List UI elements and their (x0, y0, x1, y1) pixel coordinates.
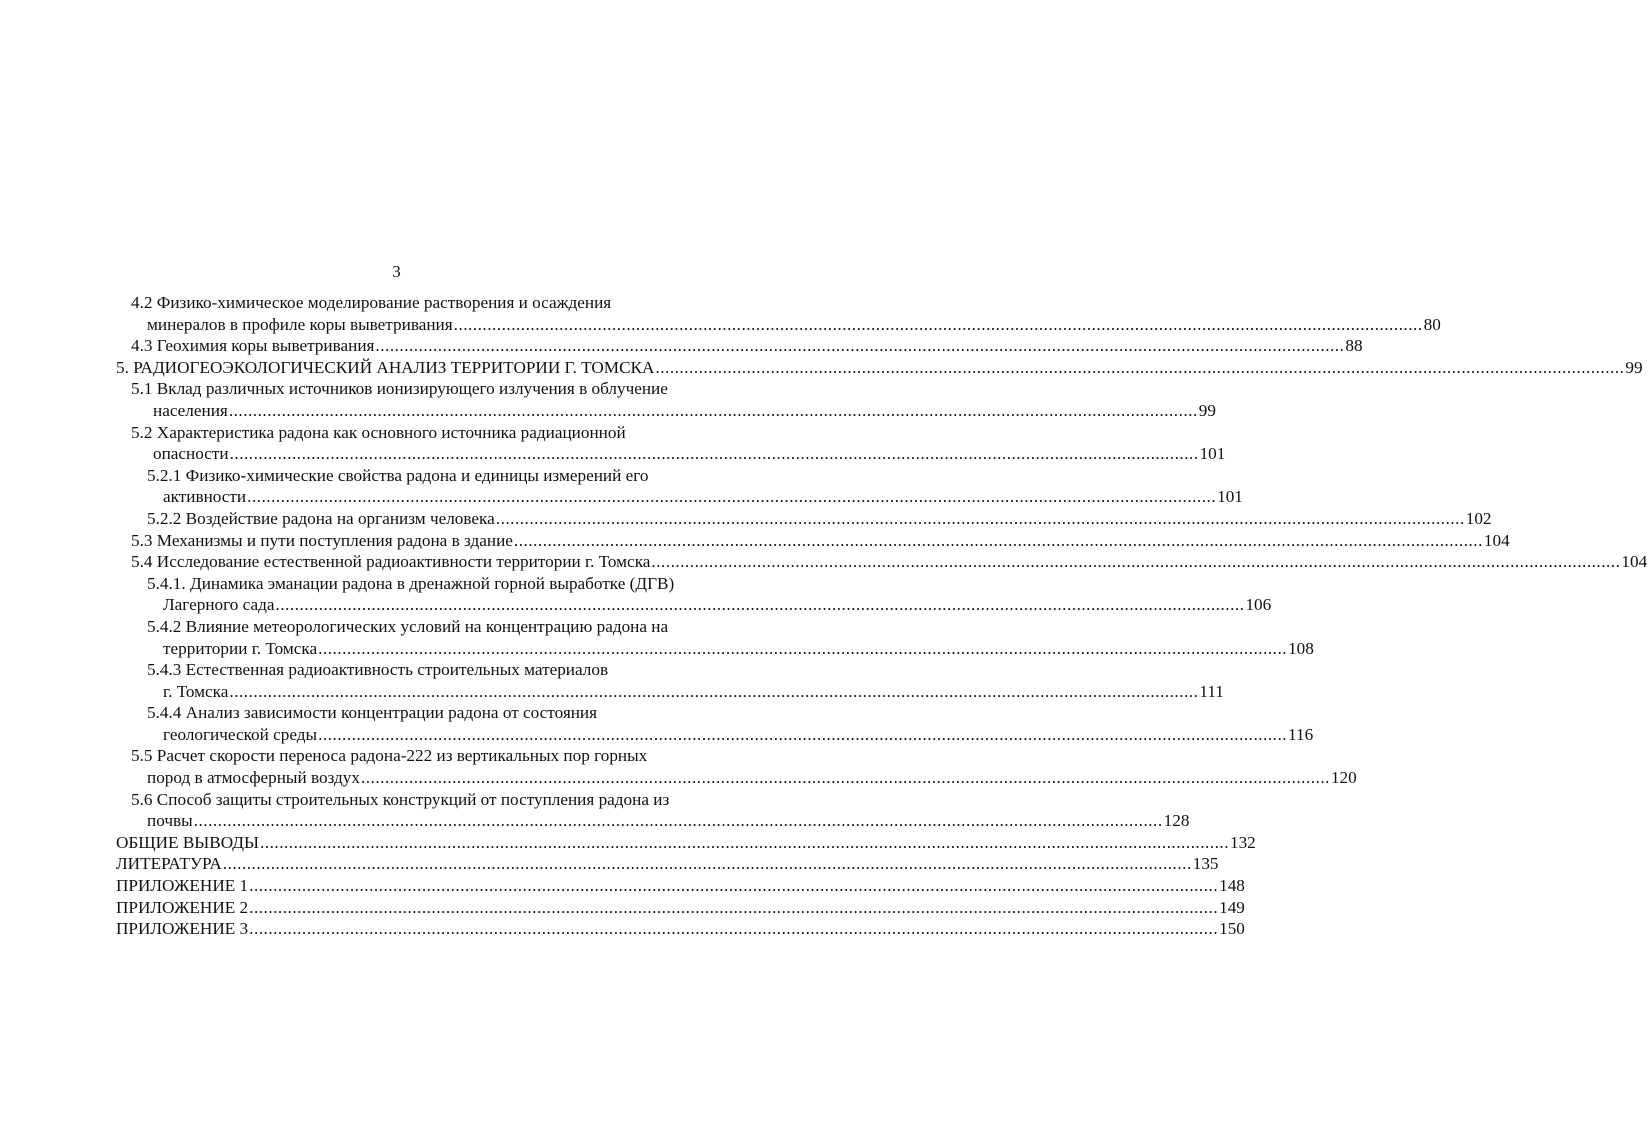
toc-entry-title: 4.3 Геохимия коры выветривания (131, 336, 375, 356)
toc-entry-title: ПРИЛОЖЕНИЕ 3 (116, 919, 249, 939)
toc-entry-5-4 (0, 551, 1647, 573)
toc-entry-appendix-2 (0, 897, 1245, 919)
toc-entry-title: минералов в профиле коры выветривания (147, 314, 453, 334)
toc-page-number: 116 (1288, 724, 1314, 744)
leader-dots (223, 853, 1192, 875)
toc-page-number: 80 (1423, 314, 1441, 334)
leader-dots (375, 335, 1344, 357)
toc-entry-title: активности (163, 487, 247, 507)
toc-page-number: 99 (1198, 400, 1216, 420)
toc-entry-title-line: 5.4.4 Анализ зависимости концентрации радона от состояния (147, 703, 598, 723)
toc-entry-title-line: 5.4.1. Динамика эманации радона в дренажной горной выработке (ДГВ) (147, 573, 675, 593)
leader-dots (249, 897, 1218, 919)
leader-dots (194, 810, 1163, 832)
toc-entry-title-line: 5.5 Расчет скорости переноса радона-222 из вертикальных пор горных (131, 746, 648, 766)
toc-entry-5-2 (0, 422, 1226, 465)
table-of-contents (0, 292, 1647, 940)
toc-entry-conclusions (0, 832, 1256, 854)
toc-entry-appendix-1 (0, 875, 1245, 897)
toc-page-number: 150 (1219, 919, 1245, 939)
toc-page-number: 135 (1192, 854, 1219, 874)
toc-page-number: 102 (1465, 508, 1492, 528)
toc-entry-5-4-2 (0, 616, 1314, 659)
leader-dots (514, 530, 1483, 552)
toc-page-number: 101 (1217, 487, 1243, 507)
leader-dots (318, 724, 1287, 746)
leader-dots (361, 767, 1330, 789)
toc-entry-title: 5.4 Исследование естественной радиоактивности территории г. Томска (131, 552, 651, 572)
toc-entry-title: территории г. Томска (163, 638, 318, 658)
toc-entry-title-line: 4.2 Физико-химическое моделирование растворения и осаждения (131, 293, 612, 312)
toc-page-number: 106 (1245, 595, 1272, 615)
toc-page-number: 148 (1219, 876, 1245, 896)
leader-dots (260, 832, 1229, 854)
toc-entry-appendix-3 (0, 918, 1245, 940)
toc-entry-title: ПРИЛОЖЕНИЕ 2 (116, 897, 249, 917)
toc-entry-title: Лагерного сада (163, 595, 275, 615)
toc-entry-title: геологической среды (163, 724, 318, 744)
toc-entry-title: г. Томска (163, 681, 229, 701)
toc-entry-title: ОБЩИЕ ВЫВОДЫ (116, 832, 260, 852)
toc-page-number: 104 (1621, 552, 1647, 572)
toc-entry-5-4-4 (0, 702, 1314, 745)
toc-entry-title: 5.2.2 Воздействие радона на организм человека (147, 508, 495, 528)
leader-dots (249, 918, 1218, 940)
toc-page-number: 104 (1483, 530, 1510, 550)
toc-page-number: 99 (1625, 357, 1643, 377)
toc-entry-5-1 (0, 378, 1216, 421)
toc-entry-5-4-1 (0, 573, 1272, 616)
toc-entry-literature (0, 853, 1219, 875)
leader-dots (229, 400, 1198, 422)
toc-entry-title: почвы (147, 811, 193, 831)
toc-entry-5-3 (0, 530, 1510, 552)
toc-entry-title: пород в атмосферный воздух (147, 768, 360, 788)
toc-entry-5-4-3 (0, 659, 1224, 702)
toc-page-number: 101 (1199, 444, 1226, 464)
toc-entry-title-line: 5.4.3 Естественная радиоактивность строительных материалов (147, 660, 609, 680)
toc-entry-5 (0, 357, 1643, 379)
toc-page-number: 149 (1219, 897, 1245, 917)
page-number: 3 (392, 262, 401, 281)
toc-entry-title: опасности (153, 444, 229, 464)
toc-entry-title-line: 5.2.1 Физико-химические свойства радона и единицы измерений его (147, 465, 649, 485)
leader-dots (249, 875, 1218, 897)
leader-dots (651, 551, 1620, 573)
leader-dots (496, 508, 1465, 530)
toc-entry-title-line: 5.1 Вклад различных источников ионизирующего излучения в облучение (131, 379, 668, 399)
toc-page-number: 132 (1229, 832, 1256, 852)
leader-dots (318, 638, 1287, 660)
toc-entry-5-2-1 (0, 465, 1243, 508)
toc-entry-5-2-2 (0, 508, 1492, 530)
toc-entry-title-line: 5.6 Способ защиты строительных конструкций от поступления радона из (131, 789, 670, 809)
toc-entry-4-3 (0, 335, 1363, 357)
toc-entry-4-2 (0, 292, 1441, 335)
toc-entry-title-line: 5.4.2 Влияние метеорологических условий на концентрацию радона на (147, 616, 669, 636)
leader-dots (229, 681, 1198, 703)
toc-entry-5-5 (0, 745, 1357, 788)
leader-dots (655, 357, 1624, 379)
toc-entry-title: населения (153, 400, 228, 420)
toc-entry-title: 5. РАДИОГЕОЭКОЛОГИЧЕСКИЙ АНАЛИЗ ТЕРРИТОРИИ Г. ТОМСКА (116, 357, 655, 377)
toc-page-number: 88 (1345, 336, 1363, 356)
toc-page-number: 120 (1330, 768, 1357, 788)
leader-dots (230, 443, 1199, 465)
toc-entry-title: ПРИЛОЖЕНИЕ 1 (116, 876, 249, 896)
toc-entry-title: 5.3 Механизмы и пути поступления радона в здание (131, 530, 513, 550)
leader-dots (247, 486, 1216, 508)
toc-page-number: 128 (1163, 811, 1190, 831)
toc-page-number: 108 (1288, 638, 1314, 658)
leader-dots (454, 314, 1423, 336)
toc-entry-5-6 (0, 789, 1190, 832)
toc-entry-title-line: 5.2 Характеристика радона как основного источника радиационной (131, 422, 626, 442)
leader-dots (275, 594, 1244, 616)
toc-page-number: 111 (1199, 681, 1224, 701)
toc-entry-title: ЛИТЕРАТУРА (116, 854, 222, 874)
